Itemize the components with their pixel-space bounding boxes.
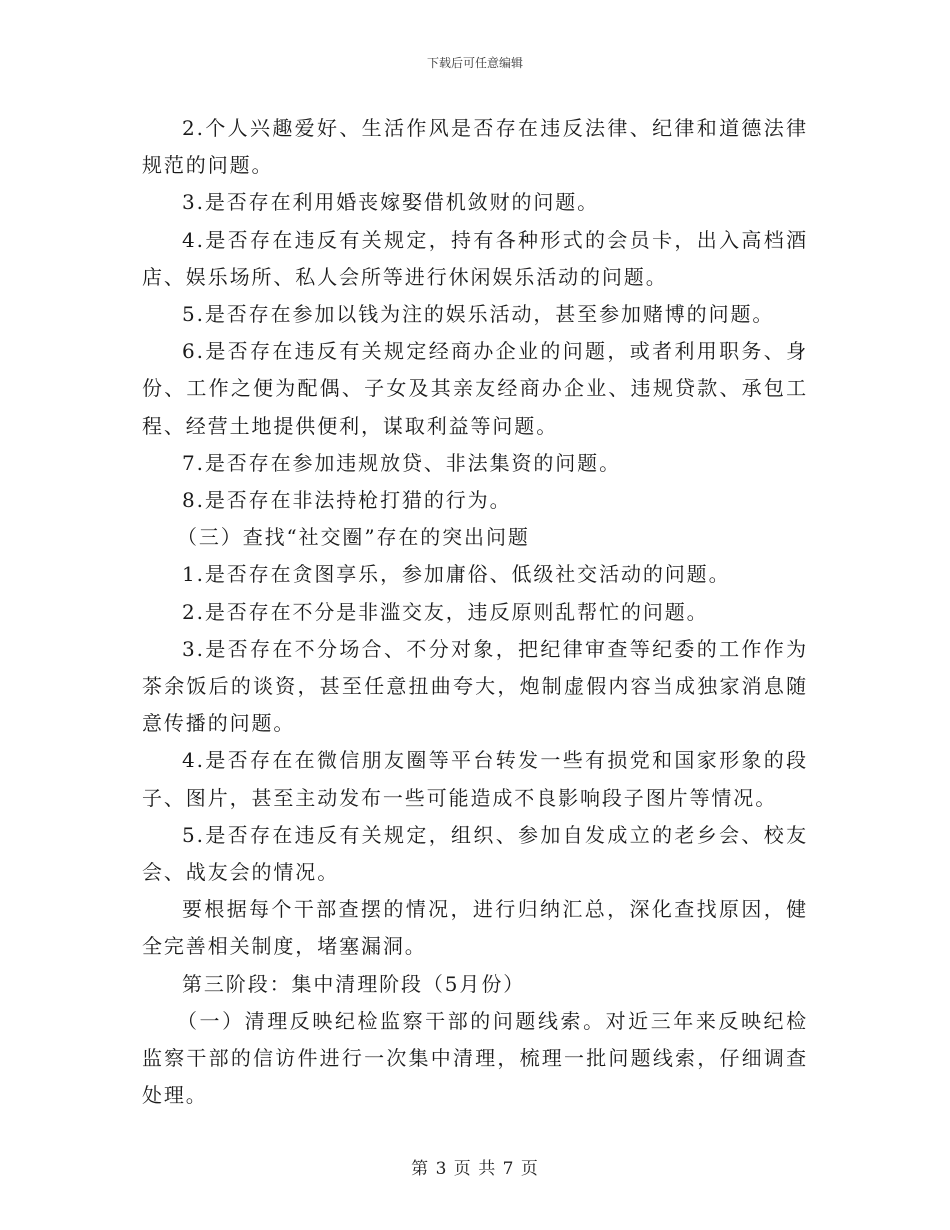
summary-paragraph: 要根据每个干部查摆的情况，进行归纳汇总，深化查找原因，健全完善相关制度，堵塞漏洞。 — [142, 897, 808, 959]
paragraph-item-2: 2.个人兴趣爱好、生活作风是否存在违反法律、纪律和道德法律规范的问题。 — [142, 116, 808, 178]
page-number: 第 3 页 共 7 页 — [411, 1159, 539, 1179]
paragraph-item-4: 4.是否存在违反有关规定，持有各种形式的会员卡，出入高档酒店、娱乐场所、私人会所等进行休闲娱乐活动的问题。 — [142, 227, 808, 289]
section-heading-social-circle: （三）查找“社交圈”存在的突出问题 — [177, 525, 530, 550]
paragraph-item-7: 7.是否存在参加违规放贷、非法集资的问题。 — [182, 450, 621, 475]
header-note: 下载后可任意编辑 — [426, 56, 523, 70]
social-item-3: 3.是否存在不分场合、不分对象，把纪律审查等纪委的工作作为茶余饭后的谈资，甚至任意扭曲夸大，炮制虚假内容当成独家消息随意传播的问题。 — [142, 636, 808, 736]
paragraph-item-6: 6.是否存在违反有关规定经商办企业的问题，或者利用职务、身份、工作之便为配偶、子女及其亲友经商办企业、违规贷款、承包工程、经营土地提供便利，谋取利益等问题。 — [142, 339, 808, 438]
paragraph-item-3: 3.是否存在利用婚丧嫁娶借机敛财的问题。 — [182, 190, 600, 215]
social-item-4: 4.是否存在在微信朋友圈等平台转发一些有损党和国家形象的段子、图片，甚至主动发布一些可能造成不良影响段子图片等情况。 — [142, 748, 808, 810]
document-body — [142, 110, 808, 1114]
stage-three-heading: 第三阶段：集中清理阶段（5月份） — [182, 971, 526, 996]
stage-three-item-1: （一）清理反映纪检监察干部的问题线索。对近三年来反映纪检监察干部的信访件进行一次集中清理，梳理一批问题线索，仔细调查处理。 — [142, 1008, 808, 1108]
social-item-5: 5.是否存在违反有关规定，组织、参加自发成立的老乡会、校友会、战友会的情况。 — [142, 822, 808, 885]
paragraph-item-8: 8.是否存在非法持枪打猎的行为。 — [182, 488, 512, 513]
paragraph-item-5: 5.是否存在参加以钱为注的娱乐活动，甚至参加赌博的问题。 — [182, 302, 775, 327]
social-item-2: 2.是否存在不分是非滥交友，违反原则乱帮忙的问题。 — [182, 599, 709, 624]
social-item-1: 1.是否存在贪图享乐，参加庸俗、低级社交活动的问题。 — [182, 562, 731, 587]
